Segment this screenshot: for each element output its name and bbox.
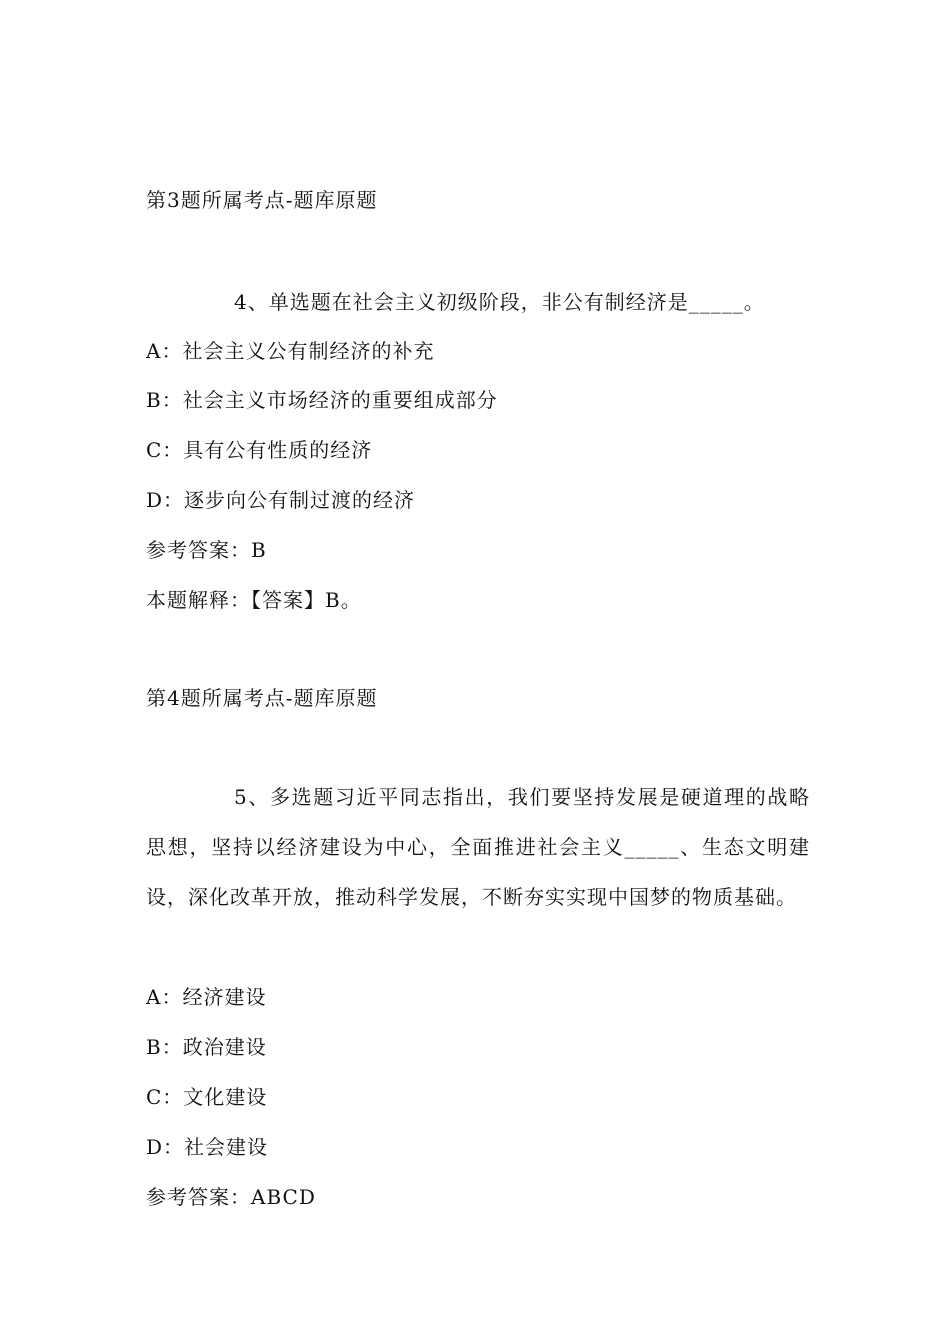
question-4-explanation: 本题解释：【答案】B。: [146, 588, 362, 612]
question-5-option-d: D：社会建设: [146, 1135, 269, 1159]
question-5-option-c: C：文化建设: [146, 1085, 268, 1109]
question-5-stem: 5、多选题习近平同志指出，我们要坚持发展是硬道理的战略思想，坚持以经济建设为中心，全面推进社会主义_____、生态文明建设，深化改革开放，推动科学发展，不断夯实实现中国梦的物质基础。: [146, 785, 810, 909]
section-3-heading: 第3题所属考点-题库原题: [146, 188, 378, 212]
question-4-option-c: C：具有公有性质的经济: [146, 438, 373, 462]
question-5-option-a: A：经济建设: [146, 985, 267, 1009]
question-4-stem: 4、单选题在社会主义初级阶段，非公有制经济是_____。: [234, 290, 765, 314]
question-5-option-b: B：政治建设: [146, 1035, 267, 1059]
question-4-answer: 参考答案：B: [146, 538, 267, 562]
question-5-answer: 参考答案：ABCD: [146, 1185, 316, 1209]
section-4-heading: 第4题所属考点-题库原题: [146, 686, 378, 710]
question-4-option-a: A：社会主义公有制经济的补充: [146, 339, 435, 363]
question-4-option-d: D：逐步向公有制过渡的经济: [146, 488, 416, 512]
question-4-option-b: B：社会主义市场经济的重要组成部分: [146, 388, 498, 412]
